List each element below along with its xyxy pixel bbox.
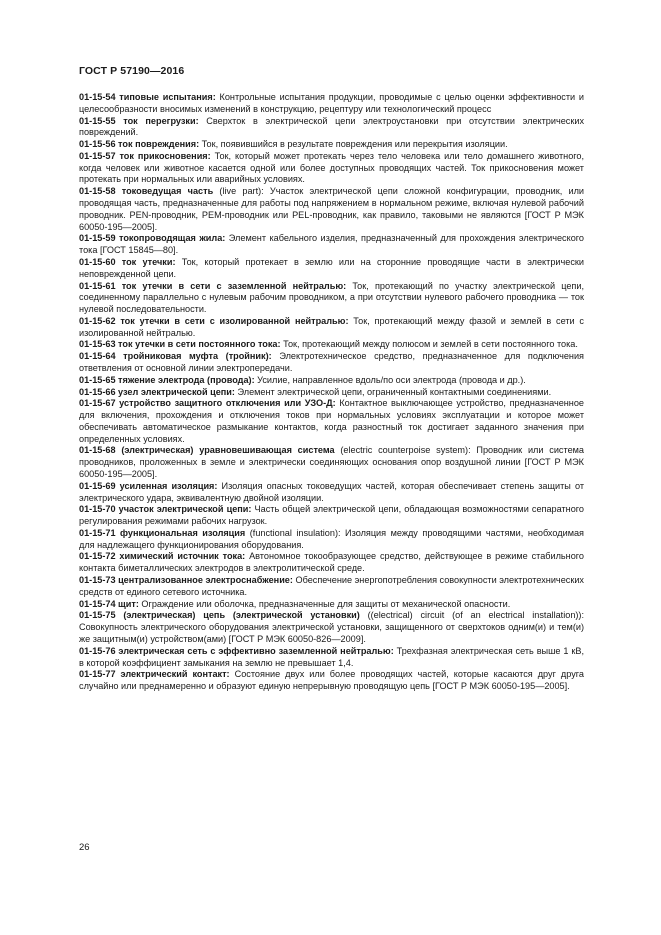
- term-label: 01-15-63 ток утечки в сети постоянного тока:: [79, 339, 281, 350]
- term-definition: Ток, протекающий между фазой и землей в сети с изолированной нейтралью.: [79, 315, 584, 338]
- term-label: 01-15-54 типовые испытания:: [79, 92, 216, 102]
- term-definition: ((electrical) circuit (of an electrical installation)): Совокупность электрического оборудования электрической установки, защищенного от сверхтоков одним(и) и тем(и) же защитным(и) устройством(ами) [ГОСТ Р МЭК 60050-826—2009].: [79, 610, 585, 644]
- term-definition: Трехфазная электрическая сеть выше 1 кВ, в которой коэффициент замыкания на землю не превышает 1,4.: [79, 645, 584, 668]
- term-entry: [79, 233, 584, 257]
- term-entry: [79, 257, 584, 281]
- term-label: 01-15-56 ток повреждения:: [79, 139, 200, 150]
- term-definition: Электротехническое средство, предназначенное для подключения ответвления от основной линии электропередачи.: [79, 351, 584, 373]
- term-definition: Часть общей электрической цепи, обладающая возможностями сепаратного регулирования режимами рабочих нагрузок.: [79, 504, 584, 527]
- term-label: 01-15-62 ток утечки в сети с изолированной нейтралью:: [79, 315, 349, 326]
- term-label: 01-15-58 токоведущая часть: [79, 186, 214, 197]
- term-entry: [79, 481, 584, 505]
- term-entry: [79, 151, 584, 186]
- document-header: ГОСТ Р 57190—2016: [79, 65, 185, 77]
- term-entry: [79, 599, 584, 611]
- term-definition: Элемент кабельного изделия, предназначенный для прохождения электрического тока [ГОСТ 15845—80].: [79, 233, 584, 256]
- term-label: 01-15-77 электрический контакт:: [79, 669, 230, 680]
- term-definition: Сверхток в электрической цепи электроустановки при отсутствии электрических повреждений.: [79, 115, 585, 138]
- term-definition: (functional insulation): Изоляция между проводящими частями, необходимая для надлежащего функционирования оборудования.: [79, 527, 584, 550]
- term-entry: [79, 375, 584, 387]
- term-entry: [79, 504, 584, 528]
- term-entry: [79, 669, 584, 693]
- term-entry: [79, 387, 584, 399]
- term-definition: Усилие, направленное вдоль/по оси электрода (провода и др.).: [254, 374, 526, 385]
- term-definition: Ограждение или оболочка, предназначенные для защиты от механической опасности.: [138, 598, 511, 609]
- term-entry: [79, 92, 584, 116]
- term-entry: [79, 610, 584, 645]
- term-entry: [79, 186, 584, 233]
- term-entry: [79, 351, 584, 375]
- term-entry: [79, 575, 584, 599]
- page-number: 26: [79, 842, 90, 853]
- term-definition: Состояние двух или более проводящих частей, которые касаются друг друга случайно или преднамеренно и образуют единую непрерывную проводящую цепь [ГОСТ Р МЭК 60050-195—2005].: [79, 669, 584, 692]
- term-label: 01-15-64 тройниковая муфта (тройник):: [79, 351, 272, 362]
- term-definition: Контактное выключающее устройство, предназначенное для включения, прохождения и отключения токов при нормальных условиях эксплуатации и которое может обеспечивать автоматическое размыкание контактов, когда разностный ток достигает заданного значения при определенных условиях.: [79, 398, 584, 444]
- term-entry: [79, 281, 584, 316]
- term-label: 01-15-73 централизованное электроснабжение:: [79, 575, 293, 586]
- term-label: 01-15-72 химический источник тока:: [79, 551, 246, 562]
- term-definition: Ток, который может протекать через тело человека или тело домашнего животного, когда человек или животное касается одной или более доступных проводящих частей. Ток прикосновения может протекать при нормальных или аварийных условиях.: [79, 150, 585, 185]
- term-definition: Изоляция опасных токоведущих частей, которая обеспечивает степень защиты от электрического удара, эквивалентную двойной изоляции.: [79, 480, 584, 503]
- term-entry: [79, 646, 584, 670]
- term-definition: (electric counterpoise system): Проводник или система проводников, проложенных в земле и электрически соединяющих основания опор воздушной линии [ГОСТ Р МЭК 60050-195—2005].: [79, 445, 584, 479]
- term-definition: Элемент электрической цепи, ограниченный контактными соединениями.: [234, 386, 552, 397]
- term-label: 01-15-61 ток утечки в сети с заземленной нейтралью:: [79, 280, 347, 291]
- term-entry: [79, 528, 584, 552]
- term-label: 01-15-68 (электрическая) уравновешивающая система: [79, 445, 335, 456]
- term-label: 01-15-55 ток перегрузки:: [79, 115, 199, 126]
- term-entry: [79, 139, 584, 151]
- term-label: 01-15-71 функциональная изоляция: [79, 527, 246, 538]
- term-label: 01-15-67 устройство защитного отключения или УЗО-Д:: [79, 398, 336, 409]
- term-definition: Ток, который протекает в землю или на сторонние проводящие части в электрически неповрежденной цепи.: [79, 256, 584, 279]
- document-body: [79, 92, 584, 693]
- term-label: 01-15-69 усиленная изоляция:: [79, 480, 218, 491]
- term-entry: [79, 445, 584, 480]
- term-label: 01-15-70 участок электрической цепи:: [79, 504, 252, 515]
- term-definition: Автономное токообразующее средство, действующее в режиме стабильного контакта биметаллических электродов в электролитической среде.: [79, 551, 585, 574]
- term-label: 01-15-75 (электрическая) цепь (электрической установки): [79, 610, 360, 621]
- term-label: 01-15-60 ток утечки:: [79, 256, 176, 267]
- term-label: 01-15-65 тяжение электрода (провода):: [79, 374, 255, 385]
- term-definition: Обеспечение энергопотребления совокупности электротехнических средств от единого сетевого источника.: [79, 575, 584, 597]
- term-definition: Контрольные испытания продукции, проводимые с целью оценки эффективности и целесообразности вносимых изменений в конструкцию, рецептуру или технологический процесс: [79, 92, 584, 114]
- term-label: 01-15-66 узел электрической цепи:: [79, 386, 235, 397]
- term-entry: [79, 116, 584, 140]
- term-definition: Ток, протекающий по участку электрической цепи, соединенному параллельно с нулевым рабочим проводником, а при отсутствии нулевого рабочего проводника — ток нулевой последовательности.: [79, 280, 584, 315]
- term-entry: [79, 551, 584, 575]
- term-entry: [79, 316, 584, 340]
- term-definition: Ток, протекающий между полюсом и землей в сети постоянного тока.: [280, 339, 578, 350]
- term-entry: [79, 339, 584, 351]
- term-label: 01-15-57 ток прикосновения:: [79, 150, 211, 161]
- term-definition: Ток, появившийся в результате повреждения или перекрытия изоляции.: [199, 139, 508, 150]
- term-definition: (live part): Участок электрической цепи сложной конфигурации, проводник, или проводящая часть, предназначенные для работы под напряжением в нормальном режиме, включая нулевой рабочий проводник. PEN-проводник, PEM-проводник или PEL-проводник, как правило, таковыми не являются [ГОСТ Р МЭК 60050-195—2005].: [79, 186, 584, 232]
- term-label: 01-15-76 электрическая сеть с эффективно заземленной нейтралью:: [79, 645, 394, 656]
- term-label: 01-15-74 щит:: [79, 598, 139, 609]
- term-entry: [79, 398, 584, 445]
- term-label: 01-15-59 токопроводящая жила:: [79, 233, 226, 244]
